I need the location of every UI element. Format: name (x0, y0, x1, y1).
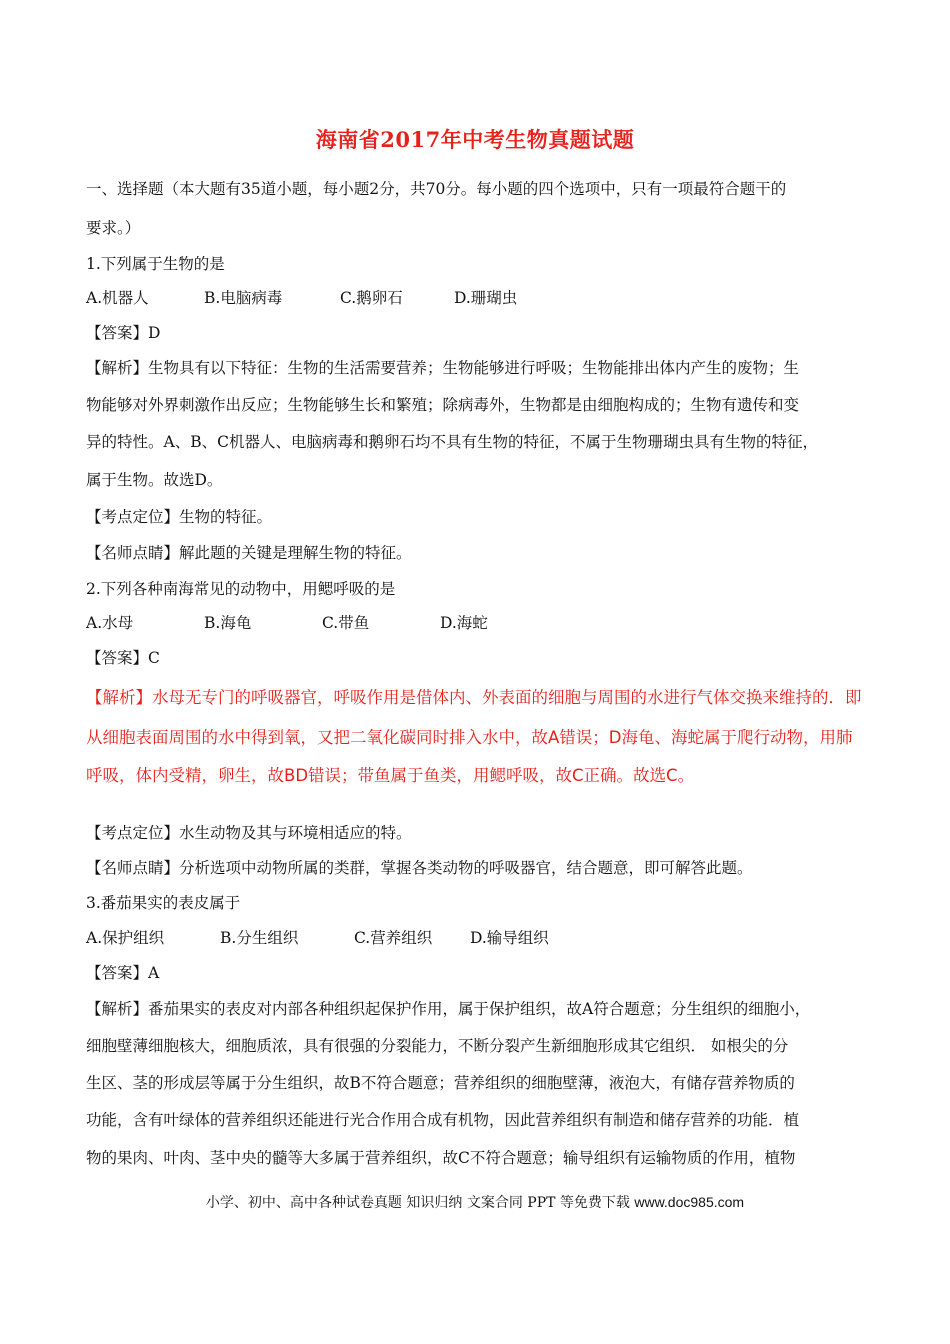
page-title: 海南省2017年中考生物真题试题 (315, 127, 635, 152)
question-2-analysis-line-1: 【解析】水母无专门的呼吸器官，呼吸作用是借体内、外表面的细胞与周围的水进行气体交换来维持的．即 (86, 688, 862, 707)
question-2-knowledge-point: 【考点定位】水生动物及其与环境相适应的特。 (86, 824, 412, 842)
question-3-analysis-line-5: 物的果肉、叶肉、茎中央的髓等大多属于营养组织，故C不符合题意；输导组织有运输物质的作用，植物 (86, 1149, 796, 1167)
question-3-option-d: D.输导组织 (470, 929, 549, 947)
footer-text: 小学、初中、高中各种试卷真题 知识归纳 文案合同 PPT 等免费下载 (205, 1195, 630, 1211)
question-3-analysis-line-1: 【解析】番茄果实的表皮对内部各种组织起保护作用，属于保护组织，故A符合题意；分生组织的细胞小， (86, 1000, 811, 1018)
question-2-analysis-line-3: 呼吸，体内受精，卵生，故BD错误；带鱼属于鱼类，用鳃呼吸，故C正确。故选C。 (86, 766, 695, 785)
question-1-option-a: A.机器人 (86, 289, 149, 307)
question-2-option-d: D.海蛇 (440, 614, 488, 632)
question-1-option-d: D.珊瑚虫 (454, 289, 518, 307)
question-3-analysis-line-2: 细胞壁薄细胞核大，细胞质浓，具有很强的分裂能力，不断分裂产生新细胞形成其它组织． 如根尖的分 (86, 1037, 789, 1055)
question-1-teacher-tip: 【名师点睛】解此题的关键是理解生物的特征。 (86, 544, 412, 562)
question-3-text: 3.番茄果实的表皮属于 (86, 894, 241, 912)
question-1-option-b: B.电脑病毒 (204, 289, 283, 307)
question-3-options (86, 927, 866, 949)
question-2-option-a: A.水母 (86, 614, 134, 632)
question-2-answer: 【答案】C (86, 649, 160, 667)
section-instructions-line-1: 一、选择题（本大题有35道小题，每小题2分，共70分。每小题的四个选项中，只有一项最符合题干的 (86, 180, 787, 198)
question-1-analysis-line-4: 属于生物。故选D。 (86, 471, 223, 489)
question-1-options (86, 287, 866, 309)
question-2-teacher-tip: 【名师点睛】分析选项中动物所属的类群，掌握各类动物的呼吸器官，结合题意，即可解答此题。 (86, 859, 753, 877)
question-1-analysis-line-1: 【解析】生物具有以下特征：生物的生活需要营养；生物能够进行呼吸；生物能排出体内产生的废物；生 (86, 359, 800, 377)
question-2-option-b: B.海龟 (204, 614, 252, 632)
question-3-analysis-line-3: 生区、茎的形成层等属于分生组织，故B不符合题意；营养组织的细胞壁薄，液泡大，有储存营养物质的 (86, 1074, 795, 1092)
question-3-analysis-line-4: 功能，含有叶绿体的营养组织还能进行光合作用合成有机物，因此营养组织有制造和储存营养的功能．植 (86, 1111, 800, 1129)
question-3-option-a: A.保护组织 (86, 929, 165, 947)
question-2-text: 2.下列各种南海常见的动物中，用鳃呼吸的是 (86, 580, 396, 598)
question-3-option-c: C.营养组织 (354, 929, 433, 947)
question-2-analysis-line-2: 从细胞表面周围的水中得到氧，又把二氧化碳同时排入水中，故A错误；D海龟、海蛇属于爬行动物，用肺 (86, 728, 853, 747)
question-2-option-c: C.带鱼 (322, 614, 370, 632)
section-instructions-line-2: 要求。） (86, 219, 141, 237)
question-1-knowledge-point: 【考点定位】生物的特征。 (86, 508, 273, 526)
question-1-analysis-line-2: 物能够对外界刺激作出反应；生物能够生长和繁殖；除病毒外，生物都是由细胞构成的；生物有遗传和变 (86, 396, 800, 414)
question-1-answer: 【答案】D (86, 324, 161, 342)
footer-site-link[interactable]: www.doc985.com (634, 1194, 745, 1210)
question-3-option-b: B.分生组织 (220, 929, 299, 947)
question-2-options (86, 612, 866, 634)
page-footer (0, 1192, 950, 1212)
question-1-text: 1.下列属于生物的是 (86, 255, 225, 273)
question-1-option-c: C.鹅卵石 (340, 289, 403, 307)
question-3-answer: 【答案】A (86, 964, 160, 982)
question-1-analysis-line-3: 异的特性。A、B、C机器人、电脑病毒和鹅卵石均不具有生物的特征，不属于生物珊瑚虫具有生物的特征， (86, 433, 818, 451)
